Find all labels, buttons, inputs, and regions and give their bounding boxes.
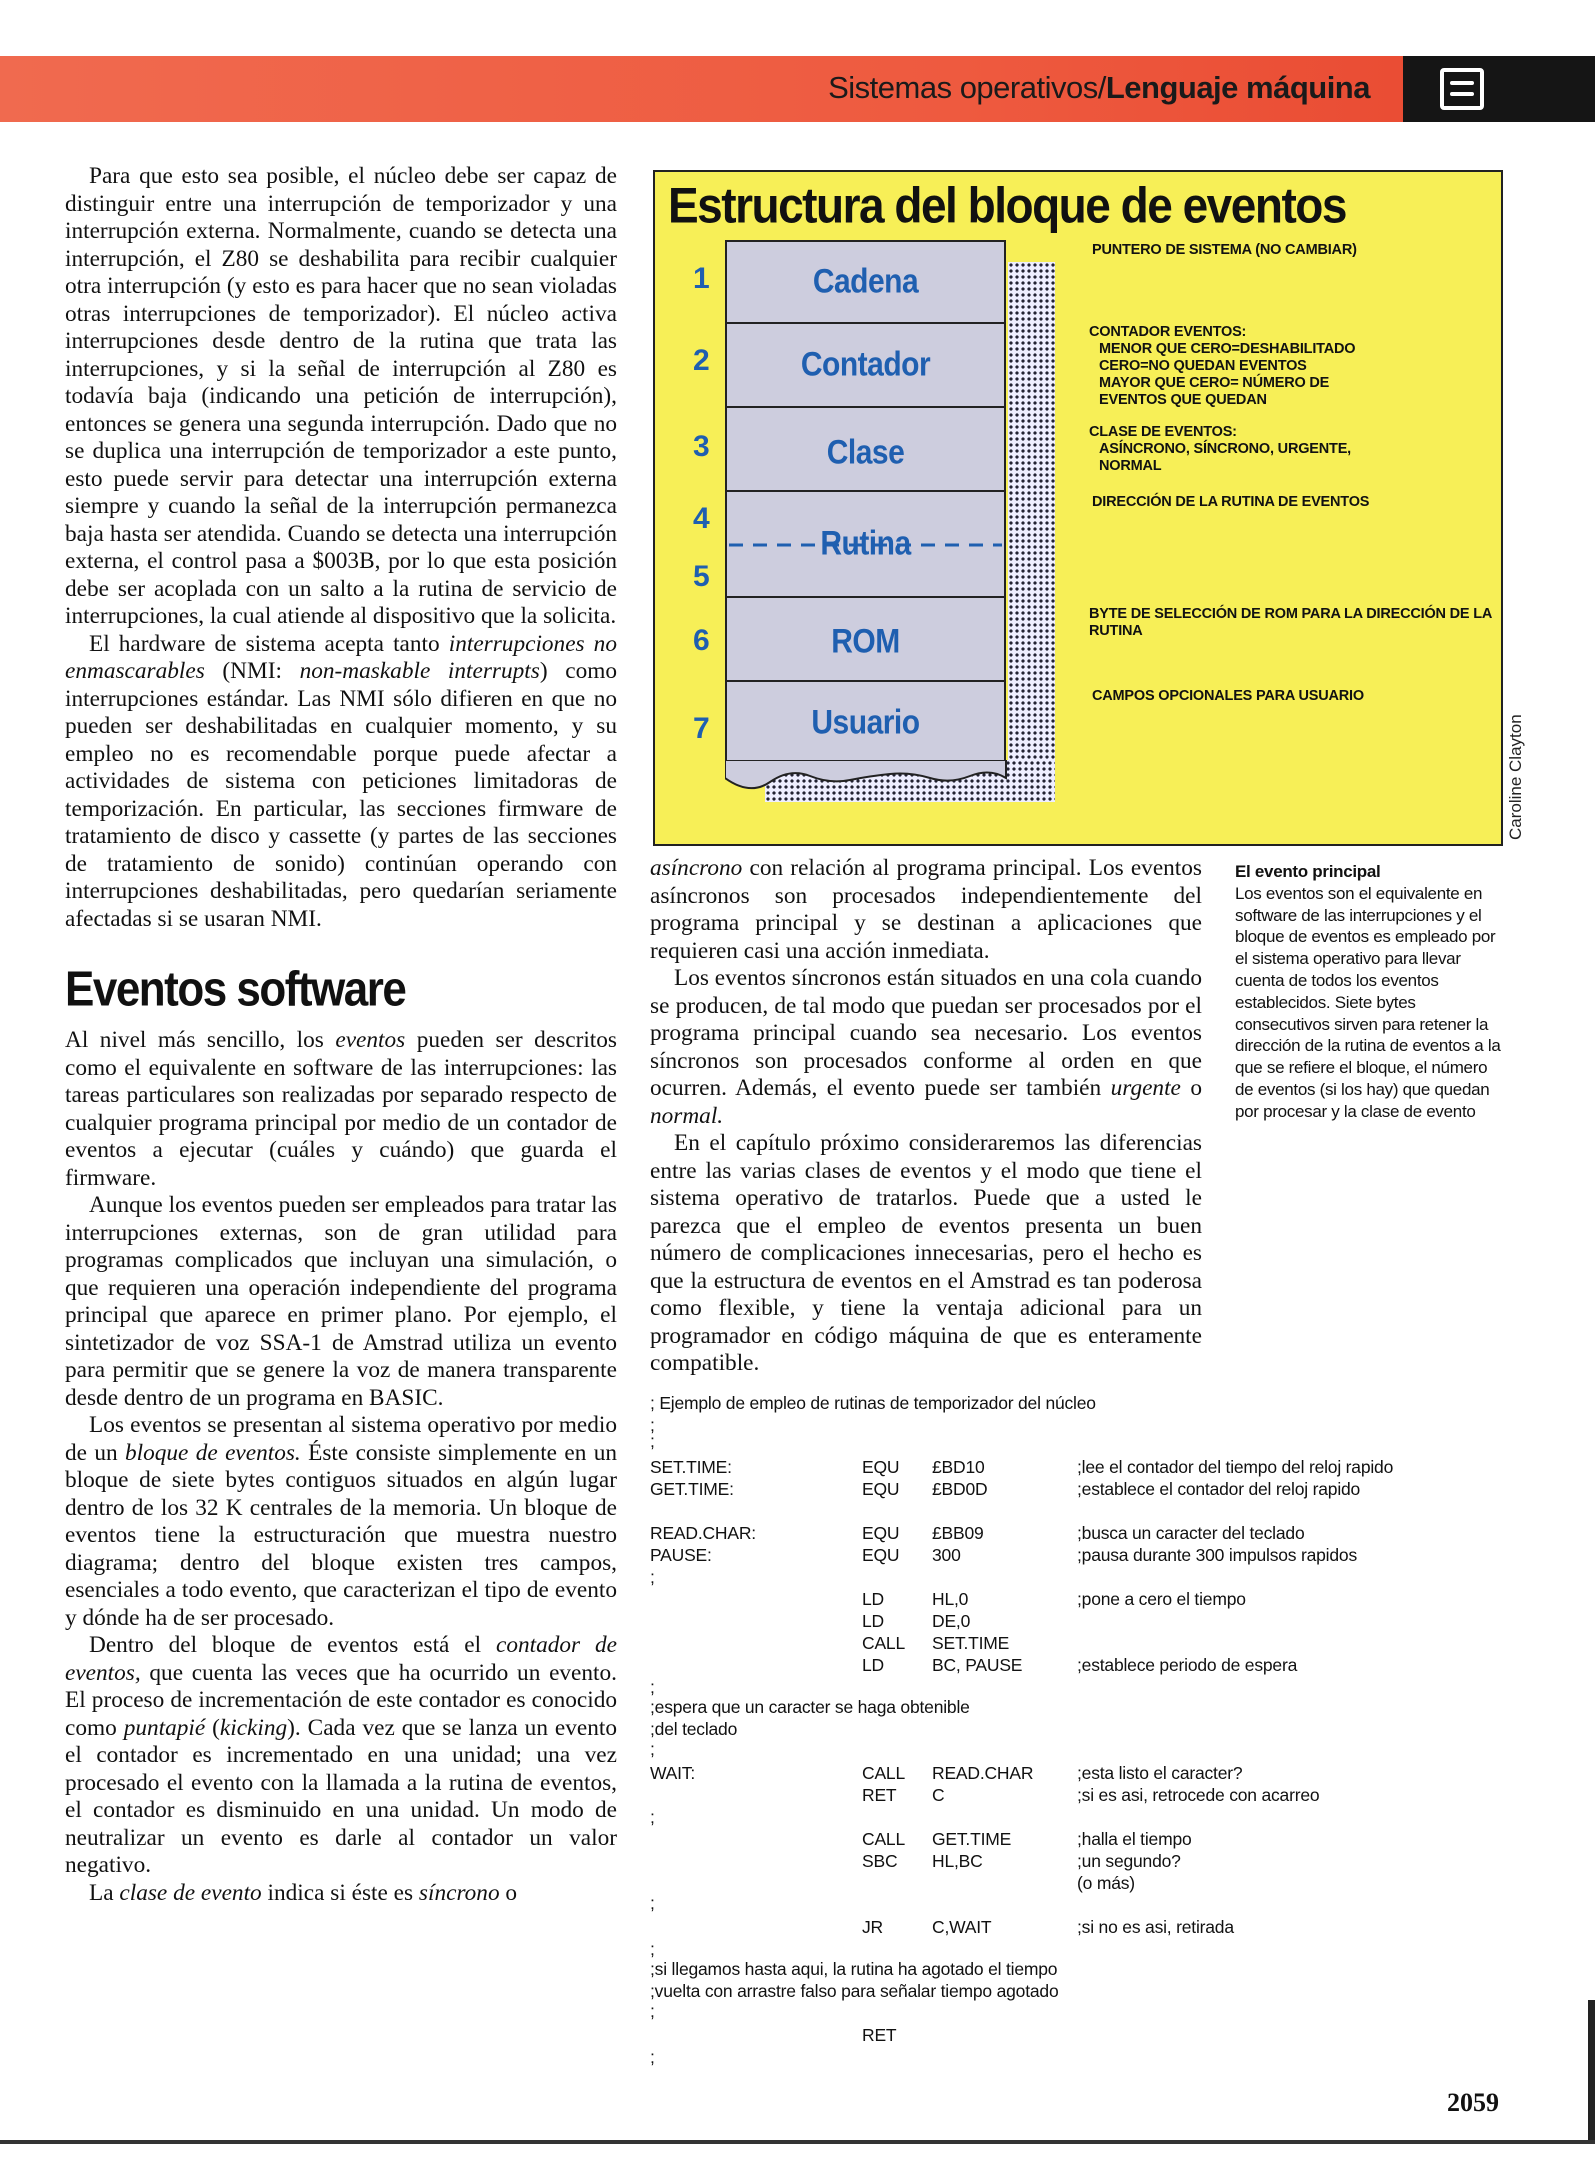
- code-blank-comment: ;: [650, 1807, 655, 1827]
- code-comment: ;si llegamos hasta aqui, la rutina ha agotado el tiempo: [650, 1959, 1058, 1979]
- byte-number-4: 4: [693, 502, 710, 535]
- label-direccion: DIRECCIÓN DE LA RUTINA DE EVENTOS: [1092, 494, 1370, 510]
- block-cell-cadena: Cadena: [725, 240, 1006, 324]
- section-heading: Eventos software: [65, 961, 406, 1017]
- paragraph: La clase de evento indica si éste es síncrono o: [89, 1879, 518, 1906]
- header-icon-box: [1403, 56, 1595, 122]
- page-bottom-edge: [0, 2140, 1595, 2144]
- byte-number-1: 1: [693, 262, 710, 295]
- block-cell-contador: Contador: [725, 322, 1006, 408]
- code-blank-comment: ;: [650, 2001, 655, 2021]
- label-puntero: PUNTERO DE SISTEMA (NO CAMBIAR): [1092, 242, 1357, 258]
- paragraph: En el capítulo próximo consideraremos las diferencias entre las varias clases de eventos y el modo que tiene el sistema operativo de tratarlos. Puede que a usted le parezca que el empleo de eventos presenta un buen número de complicaciones innecesarias, pero el hecho es que la estructura de eventos en el Amstrad es tan poderosa como flexible, y tiene la ventaja adicional para un programador en código máquina de que es enteramente compatible.: [650, 1130, 1202, 1376]
- byte-number-3: 3: [693, 430, 710, 463]
- paragraph: Dentro del bloque de eventos está el contador de eventos, que cuenta las veces que ha ocurrido un evento. El proceso de incrementación de este contador es conocido como puntapié (kicking). Cada vez que se lanza un evento el contador es incrementado en una unidad; una vez procesado el evento con la llamada a la rutina de eventos, el contador es disminuido en una unidad. Un modo de neutralizar un evento es darle al contador un valor negativo.: [65, 1632, 618, 1878]
- page-right-edge: [1588, 2000, 1595, 2140]
- block-cell-usuario: Usuario: [725, 680, 1006, 768]
- section-header: [828, 70, 1370, 106]
- caption-title: El evento principal: [1235, 862, 1381, 881]
- paragraph: Al nivel más sencillo, los eventos pueden ser descritos como el equivalente en software de las interrupciones: las tareas particulares son realizadas por separado respecto de cualquier programa principal por medio de un contador de eventos a ejecutar (cuáles y cuándo) que guarda el firmware.: [65, 1027, 617, 1191]
- code-blank-comment: ;: [650, 1415, 655, 1435]
- paragraph: Aunque los eventos pueden ser empleados para tratar las interrupciones externas, son de gran utilidad para programas complicados que incluyan una simulación, o que requieren una operación independiente del programa principal que aparece en primer plano. Por ejemplo, el sintetizador de voz SSA-1 de Amstrad utiliza un evento para permitir que se genere la voz de manera transparente desde dentro de un programa en BASIC.: [65, 1192, 617, 1411]
- byte-number-7: 7: [693, 712, 710, 745]
- paragraph: Los eventos síncronos están situados en una cola cuando se producen, de tal modo que puedan ser procesados por el programa principal cuando sea necesario. Los eventos síncronos son procesados conforme al orden en que ocurren. Además, el evento puede ser también urgente o normal.: [650, 965, 1202, 1129]
- label-contador: CONTADOR EVENTOS: MENOR QUE CERO=DESHABILITADO CERO=NO QUEDAN EVENTOS MAYOR QUE CERO= NÚMERO DE EVENTOS QUE QUEDAN: [1089, 324, 1356, 408]
- byte-number-2: 2: [693, 344, 710, 377]
- computer-terminal-icon: [1440, 68, 1484, 110]
- sidebar-caption: [1235, 861, 1505, 1123]
- code-comment: ;del teclado: [650, 1719, 738, 1739]
- code-blank-comment: ;: [650, 1939, 655, 1959]
- block-cell-rom: ROM: [725, 596, 1006, 682]
- byte-number-6: 6: [693, 624, 710, 657]
- code-blank-comment: ;: [650, 2047, 655, 2067]
- diagram-title: Estructura del bloque de eventos: [668, 177, 1346, 234]
- paragraph: asíncrono con relación al programa principal. Los eventos asíncronos son procesados independientemente del programa principal y se destinan a aplicaciones que requieren casi una acción inmediata.: [650, 855, 1202, 964]
- left-column: [65, 163, 617, 1907]
- page-number: 2059: [1447, 2088, 1499, 2117]
- block-cell-clase: Clase: [725, 406, 1006, 492]
- code-blank-comment: ;: [650, 1431, 655, 1451]
- event-block-stack: [725, 240, 1010, 780]
- code-title: ; Ejemplo de empleo de rutinas de temporizador del núcleo: [650, 1393, 1096, 1413]
- illustration-credit: Caroline Clayton: [1506, 714, 1525, 840]
- caption-body: Los eventos son el equivalente en software de las interrupciones y el bloque de eventos es empleado por el sistema operativo para llevar cuenta de todos los eventos establecidos. Siete bytes consecutivos sirven para retener la dirección de la rutina de eventos a la que se refiere el bloque, el número de eventos (si los hay) que quedan por procesar y la clase de evento: [1235, 883, 1501, 1121]
- label-rom: BYTE DE SELECCIÓN DE ROM PARA LA DIRECCIÓN DE LA RUTINA: [1089, 606, 1493, 639]
- paragraph: El hardware de sistema acepta tanto interrupciones no enmascarables (NMI: non-maskable interrupts) como interrupciones estándar. Las NMI sólo difieren en que no pueden ser deshabilitadas en cualquier momento, y su empleo no es recomendable porque puede afectar a actividades de sistema con peticiones limitadoras de temporización. En particular, las secciones firmware de tratamiento de disco y cassette (y partes de las secciones de tratamiento de sonido) continúan operando con interrupciones deshabilitadas, pero quedarían seriamente afectadas si se usaran NMI.: [65, 630, 618, 932]
- byte-number-5: 5: [693, 560, 710, 593]
- section-title-light: Sistemas operativos/: [828, 70, 1106, 105]
- code-blank-comment: ;: [650, 1893, 655, 1913]
- code-comment: ;espera que un caracter se haga obtenible: [650, 1697, 970, 1717]
- stack-shadow: [1008, 262, 1055, 802]
- code-comment: ;vuelta con arrastre falso para señalar tiempo agotado: [650, 1981, 1059, 2001]
- event-block-diagram: [653, 170, 1503, 846]
- block-cell-rutina: Rutina: [725, 490, 1006, 598]
- paragraph: Los eventos se presentan al sistema operativo por medio de un bloque de eventos. Éste consiste simplemente en un bloque de siete bytes contiguos situados en algún lugar dentro de los 32 K centrales de la memoria. Un bloque de eventos tiene la estructuración que muestra nuestro diagrama; dentro del bloque existen tres campos, esenciales a todo evento, que caracterizan el tipo de evento y dónde ha de ser procesado.: [65, 1412, 617, 1631]
- section-title-bold: Lenguaje máquina: [1105, 70, 1370, 105]
- paragraph: Para que esto sea posible, el núcleo debe ser capaz de distinguir entre una interrupción de temporizador y una interrupción externa. Normalmente, cuando se detecta una interrupción, el Z80 se deshabilita para recibir cualquier otra interrupción (y esto es para hacer que no sean violadas otras interrupciones de temporizador). El núcleo activa interrupciones desde dentro de la rutina que trata las interrupciones, y si la señal de interrupción al Z80 es todavía baja (indicando una petición de interrupción), entonces se genera una segunda interrupción. Dado que no se duplica una interrupción de temporizador a este punto, esto puede servir para detectar una interrupción externa siempre y cuando la señal de la interrupción permanezca baja hasta ser atendida. Cuando se detecta una interrupción externa, el control pasa a $003B, por lo que esta posición debe ser acoplada con un salto a la rutina de servicio de interrupciones, la cual atiende al dispositivo que la solicita.: [65, 163, 617, 629]
- middle-column: [650, 855, 1202, 1378]
- rutina-dashed-divider: [725, 540, 1006, 550]
- code-blank-comment: ;: [650, 1739, 655, 1759]
- label-clase: CLASE DE EVENTOS: ASÍNCRONO, SÍNCRONO, URGENTE, NORMAL: [1089, 424, 1351, 474]
- code-blank-comment: ;: [650, 1567, 655, 1587]
- stack-torn-edge: [725, 760, 1010, 790]
- label-campos: CAMPOS OPCIONALES PARA USUARIO: [1092, 688, 1364, 704]
- code-blank-comment: ;: [650, 1677, 655, 1697]
